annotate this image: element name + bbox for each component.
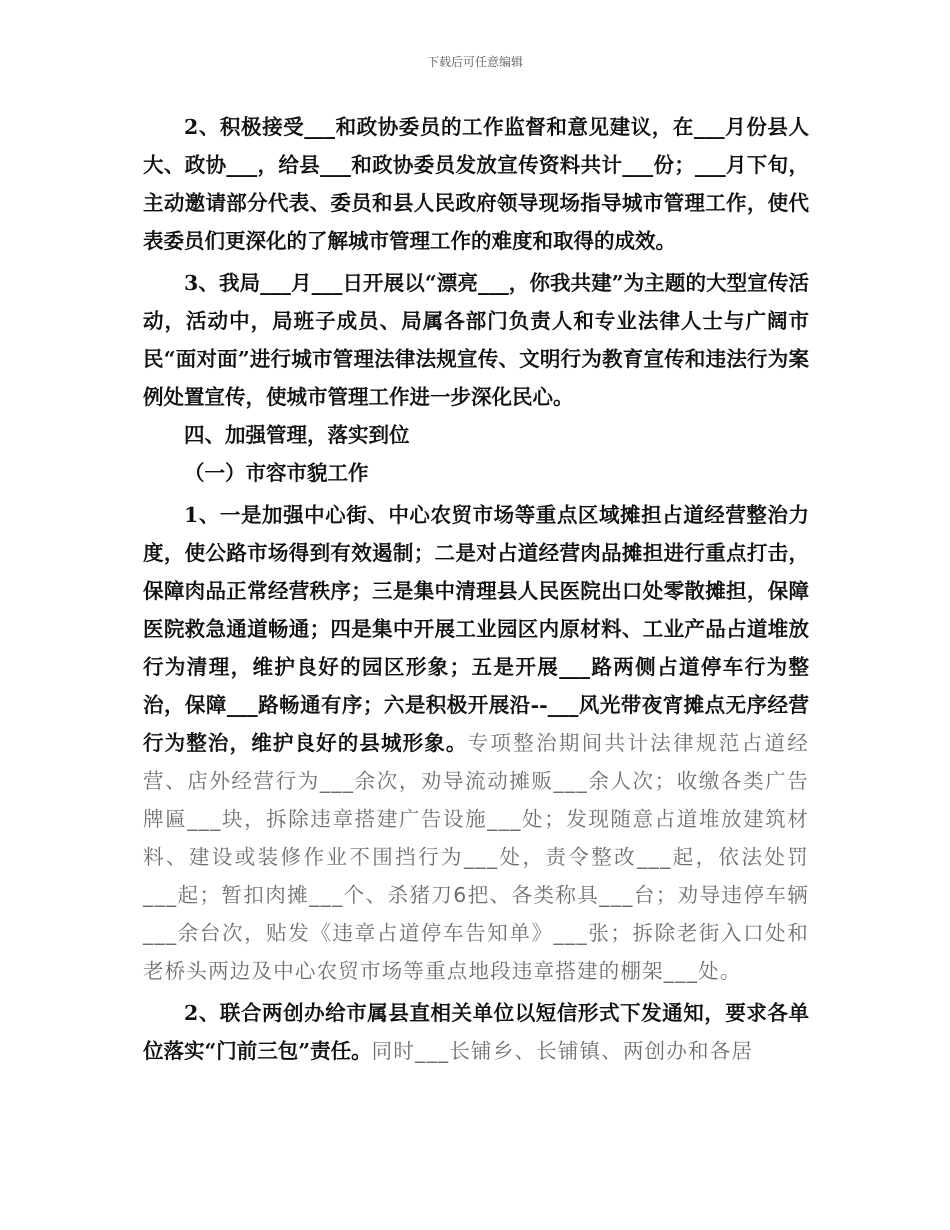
- subsection-heading-city-appearance: （一）市容市貌工作: [184, 461, 369, 485]
- section-heading-four: 四、加强管理，落实到位: [184, 423, 410, 447]
- paragraph-item-3-campaign: 3、我局___月___日开展以“漂亮___，你我共建”为主题的大型宣传活动，活动中，局班子成员、局属各部门负责人和专业法律人士与广阔市民“面对面”进行城市管理法律法规宣传、文明行为教育宣传和违法行为案例处置宣传，使城市管理工作进一步深化民心。: [143, 271, 809, 409]
- paragraph-item-1-rectification: [143, 496, 809, 990]
- page-header: 下载后可任意编辑: [426, 55, 523, 69]
- document-body: [143, 108, 809, 1070]
- paragraph-bold-text: 2、联合两创办给市属县直相关单位以短信形式下发通知，要求各单位落实“门前三包”责任。: [143, 1001, 809, 1063]
- paragraph-bold-text: 1、一是加强中心街、中心农贸市场等重点区域摊担占道经营整治力度，使公路市场得到有效遏制；二是对占道经营肉品摊担进行重点打击，保障肉品正常经营秩序；三是集中清理县人民医院出口处零散摊担，保障医院救急通道畅通；四是集中开展工业园区内原材料、工业产品占道堆放行为清理，维护良好的园区形象；五是开展___路两侧占道停车行为整治，保障___路畅通有序；六是积极开展沿--___风光带夜宵摊点无序经营行为整治，维护良好的县城形象。: [143, 503, 809, 755]
- paragraph-item-2-supervision: 2、积极接受___和政协委员的工作监督和意见建议，在___月份县人大、政协___，给县___和政协委员发放宣传资料共计___份；___月下旬，主动邀请部分代表、委员和县人民政府领导现场指导城市管理工作，使代表委员们更深化的了解城市管理工作的难度和取得的成效。: [143, 115, 809, 253]
- paragraph-continuation-text: 同时___长铺乡、长铺镇、两创办和各居: [371, 1039, 754, 1063]
- paragraph-stats-text: 专项整治期间共计法律规范占道经营、店外经营行为___余次，劝导流动摊贩___余人次；收缴各类广告牌匾___块，拆除违章搭建广告设施___处；发现随意占道堆放建筑材料、建设或装修作业不围挡行为___处，责令整改___起，依法处罚___起；暂扣肉摊___个、杀猪刀6把、各类称具___台；劝导违停车辆___余台次，贴发《违章占道停车告知单》___张；拆除老街入口处和老桥头两边及中心农贸市场等重点地段违章搭建的棚架___处。: [143, 731, 810, 983]
- paragraph-item-2-notice: [143, 994, 809, 1070]
